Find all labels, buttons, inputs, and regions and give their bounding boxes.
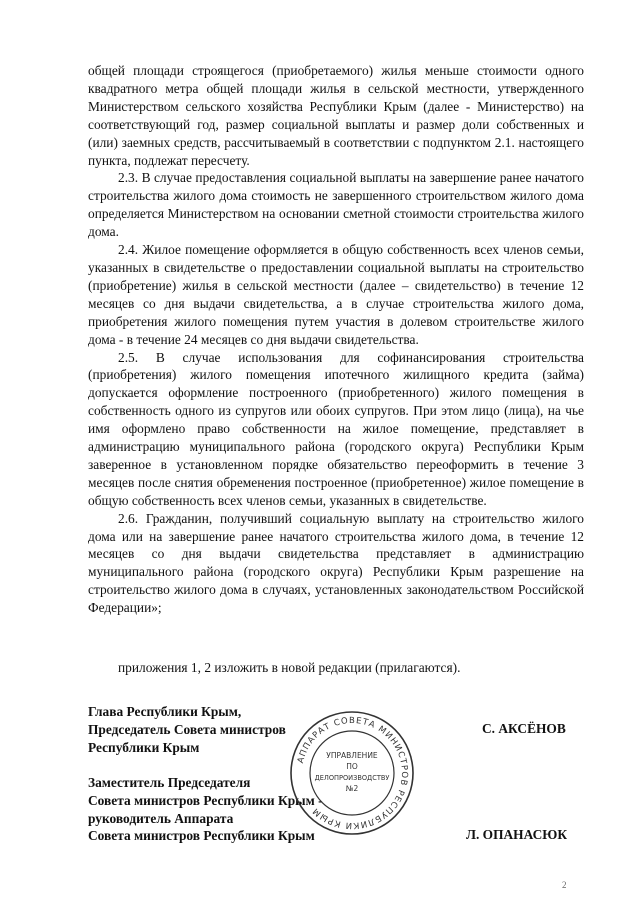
paragraph-2-5: 2.5. В случае использования для софинансирования строительства (приобретения) жилого помещения ипотечного жилищного кредита (займа) допускается оформление построенного (приобретенного) жилого помещения в собственность одного из супругов или обоих супругов. При этом лицо (лица), на чье имя оформлено право собственности на жилое помещение, представляет в администрацию муниципального района (городского округа) Республики Крым заверенное в установленном порядке обязательство переоформить в течение 3 месяцев после снятия обременения построенное (приобретенное) жилое помещение в общую собственность всех членов семьи, указанных в свидетельстве.: [88, 349, 584, 508]
paragraph-2-3: 2.3. В случае предоставления социальной выплаты на завершение ранее начатого строительства жилого дома стоимость не завершенного строительством жилого дома определяется Министерством на основании сметной стоимости строительства жилого дома.: [88, 170, 584, 240]
page-mark: 2: [562, 880, 567, 890]
signatory-1-title-line: Председатель Совета министров: [88, 721, 286, 737]
signatory-1-name: С. АКСЁНОВ: [482, 721, 566, 736]
signatory-2-title-line: Совета министров Республики Крым -: [88, 792, 323, 808]
signatory-2-name: Л. ОПАНАСЮК: [466, 827, 568, 842]
stamp-outer-ring: [291, 712, 413, 834]
official-stamp: [287, 708, 417, 838]
stamp-center-line: ДЕЛОПРОИЗВОДСТВУ: [314, 774, 390, 782]
paragraph-continuation: общей площади строящегося (приобретаемого) жилья меньше стоимости одного квадратного метра общей площади жилья в сельской местности, утвержденного Министерством сельского хозяйства Республики Крым (далее - Министерство) на соответствующий год, размер социальной выплаты и размер доли собственных и (или) заемных средств, рассчитываемый в соответствии с подпунктом 2.1. настоящего пункта, подлежат пересчету.: [88, 63, 584, 168]
paragraph-2-4: 2.4. Жилое помещение оформляется в общую собственность всех членов семьи, указанных в свидетельстве о предоставлении социальной выплаты на строительство (приобретение) жилья в сельской местности (далее – свидетельство) в течение 12 месяцев со дня выдачи свидетельства, а в случае строительства жилого дома, приобретения жилого помещения путем участия в долевом строительстве жилого дома - в течение 24 месяцев со дня выдачи свидетельства.: [88, 242, 584, 347]
signatory-2-title-line: Заместитель Председателя: [88, 775, 251, 790]
stamp-center-line: ПО: [346, 762, 358, 771]
appendix-line: приложения 1, 2 изложить в новой редакции (прилагаются).: [118, 660, 461, 675]
stamp-center-line: УПРАВЛЕНИЕ: [326, 751, 378, 760]
stamp-center-line: №2: [345, 784, 359, 793]
paragraph-2-6: 2.6. Гражданин, получивший социальную выплату на строительство жилого дома или на завершение ранее начатого строительства жилого дома, в течение 12 месяцев со дня выдачи свидетельства представляет в администрацию муниципального района (городского округа) Республики Крым разрешение на строительство жилого дома в случаях, установленных законодательством Российской Федерации»;: [88, 510, 584, 616]
document-body: [88, 62, 584, 617]
stamp-inner-ring: [310, 731, 394, 815]
signatory-1-title-line: Глава Республики Крым,: [88, 704, 242, 719]
stamp-ring-text: АППАРАТ СОВЕТА МИНИСТРОВ РЕСПУБЛИКИ КРЫМ: [295, 715, 410, 831]
signatory-2-title-line: руководитель Аппарата: [88, 810, 234, 826]
signatory-1-title-line: Республики Крым: [88, 739, 200, 755]
signatory-2-title-line: Совета министров Республики Крым: [88, 828, 315, 844]
